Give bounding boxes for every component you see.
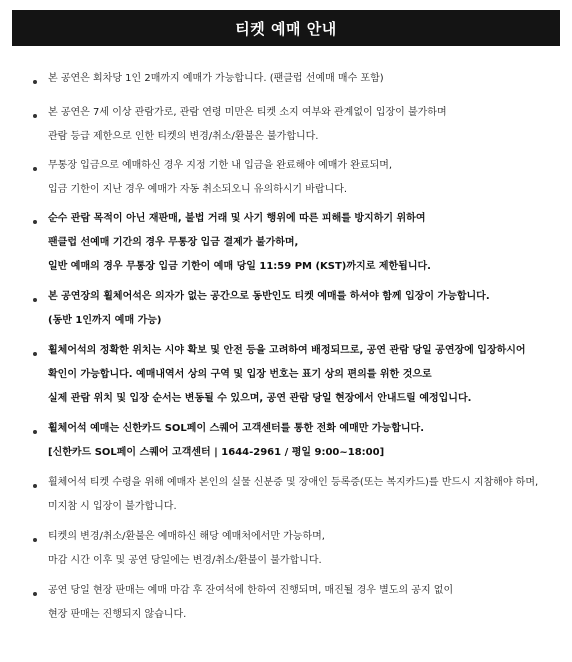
bullet-icon [33,167,37,171]
bullet-icon [33,538,37,542]
bullet-icon [33,430,37,434]
bullet-icon [33,80,37,84]
notice-line: 순수 관람 목적이 아닌 재판매, 불법 거래 및 사기 행위에 따른 피해를 방지하기 위하여 [48,213,426,224]
notice-line: [신한카드 SOL페이 스퀘어 고객센터 | 1644-2961 / 평일 9:00~18:00] [48,447,385,458]
notice-line: 휠체어석 티켓 수령을 위해 예매자 본인의 실물 신분증 및 장애인 등록증(또는 복지카드)를 반드시 지참해야 하며, [48,477,539,488]
notice-line: 티켓의 변경/취소/환불은 예매하신 해당 예매처에서만 가능하며, [48,531,325,542]
title-bar [12,10,560,46]
notice-line: 입금 기한이 지난 경우 예매가 자동 취소되오니 유의하시기 바랍니다. [48,184,348,195]
bullet-icon [33,352,37,356]
page-title: 티켓 예매 안내 [235,19,337,38]
notice-line: 무통장 입금으로 예매하신 경우 지정 기한 내 입금을 완료해야 예매가 완료되며, [48,160,393,171]
notice-line: 관람 등급 제한으로 인한 티켓의 변경/취소/환불은 불가합니다. [48,131,319,142]
bullet-icon [33,298,37,302]
notice-line: 본 공연은 회차당 1인 2매까지 예매가 가능합니다. (팬클럽 선예매 매수 포함) [48,73,384,84]
notice-line: 휠체어석의 정확한 위치는 시야 확보 및 안전 등을 고려하여 배정되므로, 공연 관람 당일 공연장에 입장하시어 [48,345,526,356]
notice-item [0,292,572,333]
notice-line: 실제 관람 위치 및 입장 순서는 변동될 수 있으며, 공연 관람 당일 현장에서 안내드릴 예정입니다. [48,393,472,404]
notice-line: 확인이 가능합니다. 예매내역서 상의 구역 및 입장 번호는 표기 상의 편의를 위한 것으로 [48,369,432,380]
notice-item [0,108,572,149]
notice-line: (동반 1인까지 예매 가능) [48,315,162,326]
bullet-icon [33,114,37,118]
notice-line: 공연 당일 현장 판매는 예매 마감 후 잔여석에 한하여 진행되며, 매진될 경우 별도의 공지 없이 [48,585,454,596]
notice-item [0,424,572,465]
notice-line: 미지참 시 입장이 불가합니다. [48,501,177,512]
notice-line: 현장 판매는 진행되지 않습니다. [48,609,187,620]
notice-line: 팬클럽 선예매 기간의 경우 무통장 입금 결제가 불가하며, [48,237,299,248]
notice-line: 본 공연은 7세 이상 관람가로, 관람 연령 미만은 티켓 소지 여부와 관계없이 입장이 불가하며 [48,107,447,118]
bullet-icon [33,592,37,596]
bullet-icon [33,484,37,488]
notice-item [0,214,572,279]
notice-line: 휠체어석 예매는 신한카드 SOL페이 스퀘어 고객센터를 통한 전화 예매만 가능합니다. [48,423,424,434]
notice-line: 마감 시간 이후 및 공연 당일에는 변경/취소/환불이 불가합니다. [48,555,322,566]
notice-item [0,532,572,573]
notice-item [0,346,572,411]
bullet-icon [33,220,37,224]
notice-item [0,74,572,91]
notice-line: 일반 예매의 경우 무통장 입금 기한이 예매 당일 11:59 PM (KST)까지로 제한됩니다. [48,261,431,272]
notice-item [0,586,572,627]
notice-item [0,478,572,519]
notice-line: 본 공연장의 휠체어석은 의자가 없는 공간으로 동반인도 티켓 예매를 하셔야 함께 입장이 가능합니다. [48,291,490,302]
notice-item [0,161,572,202]
